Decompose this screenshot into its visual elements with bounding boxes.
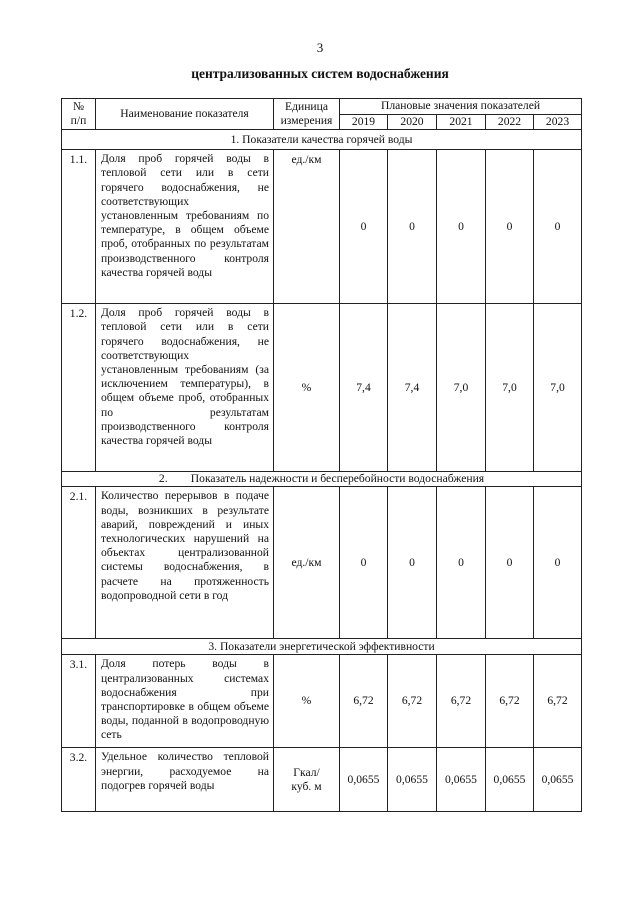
value-cell: 7,4 <box>340 304 388 472</box>
section-title: 1. Показатели качества горячей воды <box>62 130 582 150</box>
indicator-name: Количество перерывов в подаче воды, возникших в результате аварий, повреждений и иных технологических нарушений на объектах централизованной системы водоснабжения, в расчете на протяженность водопроводной сети в год <box>96 487 274 639</box>
value-cell: 7,0 <box>534 304 582 472</box>
header-name: Наименование показателя <box>96 99 274 130</box>
section-title: 3. Показатели энергетической эффективности <box>62 639 582 655</box>
unit-cell: % <box>274 304 340 472</box>
indicator-name: Доля проб горячей воды в тепловой сети или в сети горячего водоснабжения, не соответствующих установленным требованиям по температуре, в общем объеме проб, отобранных по результатам производственного контроля качества горячей воды <box>96 150 274 304</box>
value-cell: 6,72 <box>388 655 437 748</box>
value-cell: 0,0655 <box>388 748 437 812</box>
header-year: 2023 <box>534 115 582 130</box>
document-title: централизованных систем водоснабжения <box>191 66 449 81</box>
value-cell: 0 <box>486 487 534 639</box>
row-number: 1.1. <box>62 150 96 304</box>
header-num: № п/п <box>62 99 96 130</box>
indicator-name: Доля потерь воды в централизованных системах водоснабжения при транспортировке в общем объеме воды, поданной в водопроводную сеть <box>96 655 274 748</box>
unit-cell: % <box>274 655 340 748</box>
value-cell: 0 <box>534 487 582 639</box>
table-row <box>62 748 582 812</box>
value-cell: 7,4 <box>388 304 437 472</box>
value-cell: 0,0655 <box>437 748 486 812</box>
unit-cell: ед./км <box>274 150 340 304</box>
indicator-name: Удельное количество тепловой энергии, расходуемое на подогрев горячей воды <box>96 748 274 812</box>
table-row <box>62 487 582 639</box>
row-number: 3.2. <box>62 748 96 812</box>
table-row <box>62 150 582 304</box>
header-unit: Единица измерения <box>274 99 340 130</box>
value-cell: 0 <box>340 487 388 639</box>
value-cell: 0,0655 <box>486 748 534 812</box>
value-cell: 7,0 <box>437 304 486 472</box>
value-cell: 7,0 <box>486 304 534 472</box>
unit-cell: ед./км <box>274 487 340 639</box>
value-cell: 0 <box>388 487 437 639</box>
value-cell: 0,0655 <box>534 748 582 812</box>
row-number: 3.1. <box>62 655 96 748</box>
value-cell: 6,72 <box>437 655 486 748</box>
table-row <box>62 304 582 472</box>
indicators-table <box>61 98 582 812</box>
header-year: 2020 <box>388 115 437 130</box>
value-cell: 6,72 <box>340 655 388 748</box>
row-number: 2.1. <box>62 487 96 639</box>
header-year: 2019 <box>340 115 388 130</box>
value-cell: 6,72 <box>534 655 582 748</box>
value-cell: 0 <box>437 487 486 639</box>
value-cell: 0 <box>486 150 534 304</box>
header-year: 2022 <box>486 115 534 130</box>
header-planned: Плановые значения показателей <box>340 99 582 115</box>
page-number: 3 <box>316 40 324 55</box>
indicator-name: Доля проб горячей воды в тепловой сети или в сети горячего водоснабжения, не соответствующих установленным требованиям (за исключением температуры), в общем объеме проб, отобранных по результатам производственного контроля качества горячей воды <box>96 304 274 472</box>
value-cell: 0,0655 <box>340 748 388 812</box>
table-row <box>62 655 582 748</box>
value-cell: 0 <box>534 150 582 304</box>
value-cell: 0 <box>340 150 388 304</box>
row-number: 1.2. <box>62 304 96 472</box>
header-year: 2021 <box>437 115 486 130</box>
unit-cell: Гкал/ куб. м <box>274 748 340 812</box>
value-cell: 6,72 <box>486 655 534 748</box>
section-title: 2. Показатель надежности и бесперебойности водоснабжения <box>62 472 582 487</box>
value-cell: 0 <box>437 150 486 304</box>
value-cell: 0 <box>388 150 437 304</box>
